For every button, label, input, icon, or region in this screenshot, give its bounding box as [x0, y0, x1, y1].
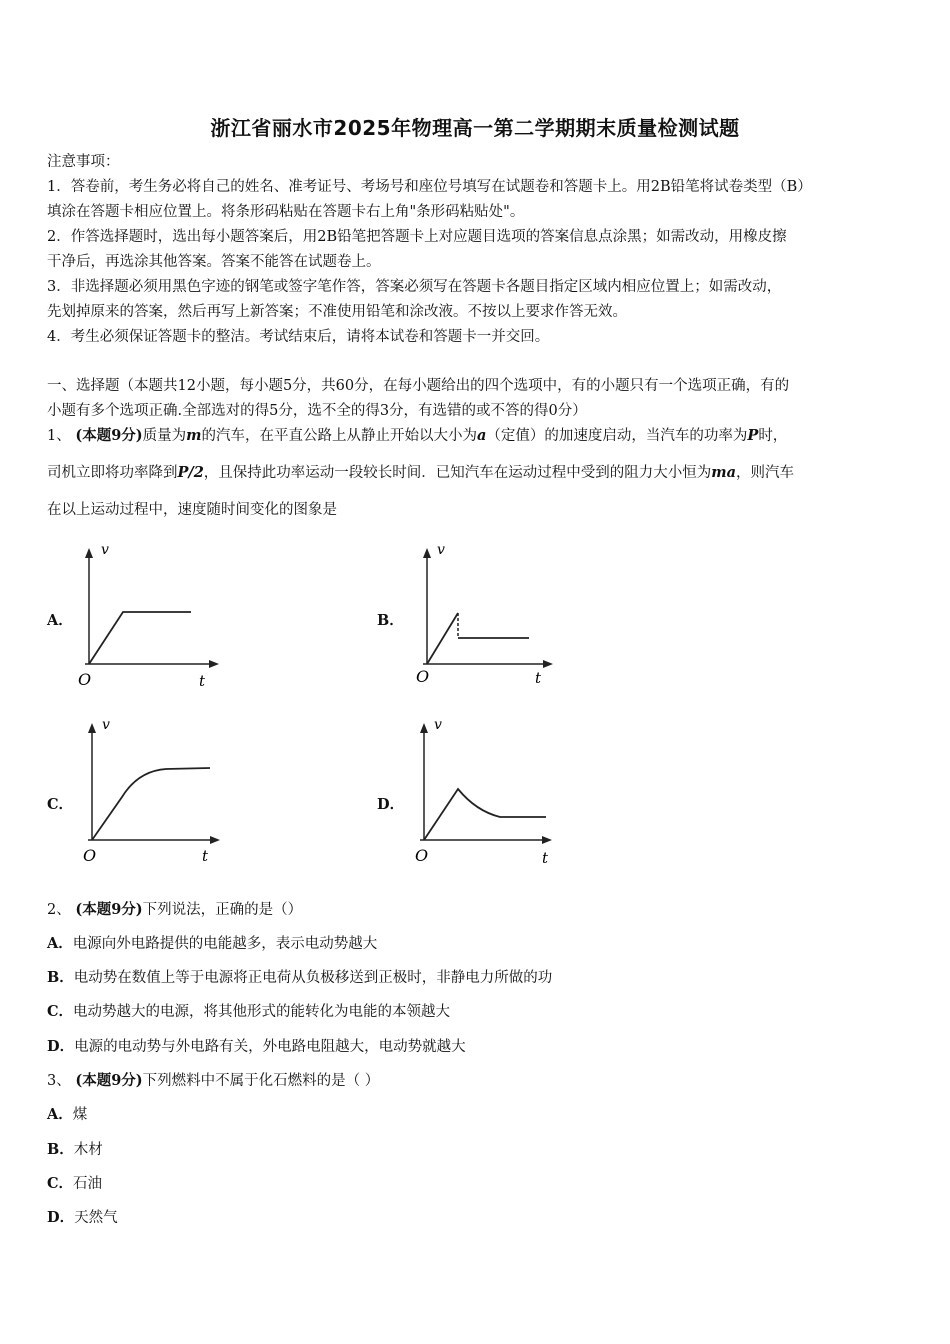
q1-option-b-graph — [413, 540, 563, 690]
notice-line: 4．考生必须保证答题卡的整洁。考试结束后，请将本试卷和答题卡一并交回。 — [47, 329, 550, 345]
q3-option-d — [47, 1208, 118, 1228]
origin-label: O — [415, 846, 429, 865]
axis-label-t: t — [202, 847, 209, 865]
axis-label-t: t — [199, 672, 206, 690]
page-title: 浙江省丽水市2025年物理高一第二学期期末质量检测试题 — [210, 116, 740, 140]
q3-text: 下列燃料中不属于化石燃料的是（ ） — [142, 1073, 380, 1089]
option-label: B． — [47, 1141, 74, 1158]
y-axis-arrow — [88, 723, 96, 733]
q1-option-a-graph — [75, 540, 225, 690]
q1-stem-line3: 在以上运动过程中，速度随时间变化的图象是 — [47, 502, 337, 518]
velocity-curve — [92, 768, 210, 840]
axis-label-v: v — [101, 542, 109, 558]
axis-label-v: v — [102, 717, 110, 733]
q2-option-a — [47, 934, 377, 954]
axis-label-t: t — [542, 849, 549, 865]
velocity-curve — [424, 789, 546, 840]
q1-text: 司机立即将功率降到 — [47, 465, 178, 481]
y-axis-arrow — [423, 548, 431, 558]
q1-text: 时， — [758, 428, 788, 444]
option-text: 电源向外电路提供的电能越多，表示电动势越大 — [72, 936, 378, 952]
q3-score: (本题9分) — [75, 1072, 143, 1089]
q1-option-c-graph — [78, 715, 228, 865]
var-P-half: P/2 — [177, 464, 204, 481]
origin-label: O — [83, 846, 97, 865]
var-ma: ma — [711, 464, 737, 481]
section-instructions-line: 一、选择题（本题共12小题，每小题5分，共60分，在每小题给出的四个选项中，有的小题只有一个选项正确，有的 — [47, 378, 790, 394]
option-label: A． — [47, 935, 73, 952]
notice-line: 1．答卷前，考生务必将自己的姓名、准考证号、考场号和座位号填写在试题卷和答题卡上。用2B铅笔将试卷类型（B） — [47, 179, 812, 195]
q2-number: 2、 — [47, 902, 71, 918]
notice-heading: 注意事项： — [47, 154, 120, 170]
option-text: 天然气 — [74, 1210, 118, 1226]
notice-line: 填涂在答题卡相应位置上。将条形码粘贴在答题卡右上角"条形码粘贴处"。 — [47, 204, 525, 220]
q1-option-d-label: D． — [377, 796, 405, 813]
q2-option-c — [47, 1002, 450, 1022]
x-axis-arrow — [542, 836, 552, 844]
q2-option-b — [47, 968, 552, 988]
option-label: C． — [47, 1003, 74, 1020]
velocity-curve — [427, 613, 458, 664]
q2-option-d — [47, 1037, 466, 1057]
q1-option-c-label: C． — [47, 796, 74, 813]
axis-label-v: v — [437, 542, 445, 558]
x-axis-arrow — [210, 836, 220, 844]
q1-text: 质量为 — [142, 428, 187, 444]
q1-option-b-label: B． — [377, 612, 404, 629]
var-P: P — [747, 427, 759, 444]
option-label: D． — [47, 1038, 75, 1055]
option-label: A． — [47, 1106, 73, 1123]
y-axis-arrow — [420, 723, 428, 733]
q3-stem — [47, 1071, 379, 1091]
axis-label-t: t — [535, 669, 542, 687]
y-axis-arrow — [85, 548, 93, 558]
q3-option-a — [47, 1105, 87, 1125]
origin-label: O — [416, 667, 430, 686]
velocity-curve — [89, 612, 191, 664]
section-instructions-line: 小题有多个选项正确.全部选对的得5分，选不全的得3分，有选错的或不答的得0分） — [47, 403, 587, 419]
q3-option-c — [47, 1174, 102, 1194]
axis-label-v: v — [434, 717, 442, 733]
origin-label: O — [78, 670, 92, 689]
notice-line: 2．作答选择题时，选出每小题答案后，用2B铅笔把答题卡上对应题目选项的答案信息点涂黑；如需改动，用橡皮擦 — [47, 229, 787, 245]
notice-line: 3．非选择题必须用黑色字迹的钢笔或签字笔作答，答案必须写在答题卡各题目指定区域内相应位置上；如需改动， — [47, 279, 782, 295]
q1-stem-line2 — [47, 463, 794, 483]
x-axis-arrow — [543, 660, 553, 668]
q1-score: (本题9分) — [75, 427, 143, 444]
q1-option-d-graph — [410, 715, 560, 865]
option-text: 石油 — [73, 1176, 103, 1192]
q1-number: 1、 — [47, 428, 71, 444]
option-label: B． — [47, 969, 74, 986]
option-text: 木材 — [73, 1142, 103, 1158]
var-a: a — [477, 427, 487, 444]
q1-text: 的汽车，在平直公路上从静止开始以大小为 — [201, 428, 477, 444]
option-text: 煤 — [72, 1107, 88, 1123]
q2-text: 下列说法，正确的是（） — [142, 902, 303, 918]
var-m: m — [186, 427, 202, 444]
q1-stem-line1 — [47, 426, 787, 446]
x-axis-arrow — [209, 660, 219, 668]
option-text: 电源的电动势与外电路有关，外电路电阻越大，电动势就越大 — [74, 1039, 466, 1055]
q1-option-a-label: A． — [47, 612, 73, 629]
option-label: D． — [47, 1209, 75, 1226]
notice-line: 干净后，再选涂其他答案。答案不能答在试题卷上。 — [47, 254, 381, 270]
option-text: 电动势在数值上等于电源将正电荷从负极移送到正极时，非静电力所做的功 — [73, 970, 553, 986]
q1-text: ，且保持此功率运动一段较长时间．已知汽车在运动过程中受到的阻力大小恒为 — [203, 465, 712, 481]
q3-number: 3、 — [47, 1073, 71, 1089]
q1-text: （定值）的加速度启动，当汽车的功率为 — [486, 428, 748, 444]
q2-score: (本题9分) — [75, 901, 143, 918]
q2-stem — [47, 900, 302, 920]
option-label: C． — [47, 1175, 74, 1192]
q1-text: ，则汽车 — [736, 465, 795, 481]
notice-line: 先划掉原来的答案，然后再写上新答案；不准使用铅笔和涂改液。不按以上要求作答无效。 — [47, 304, 627, 320]
q3-option-b — [47, 1140, 103, 1160]
option-text: 电动势越大的电源，将其他形式的能转化为电能的本领越大 — [73, 1004, 451, 1020]
